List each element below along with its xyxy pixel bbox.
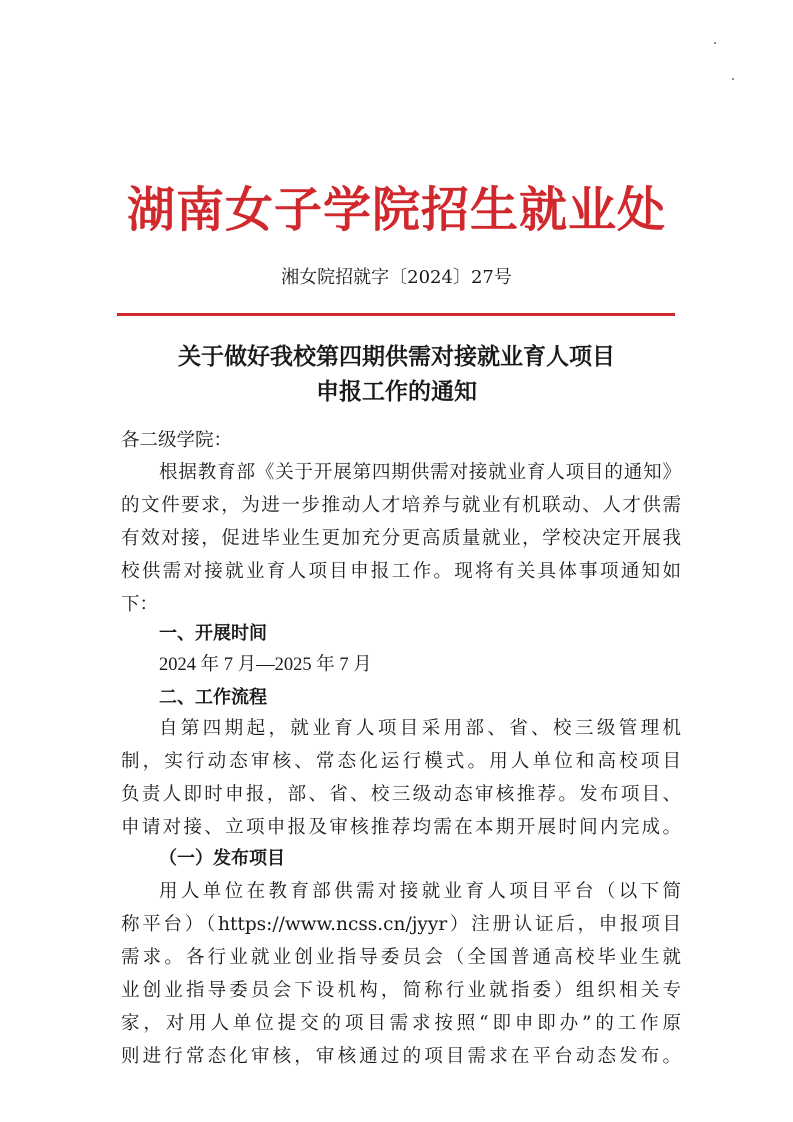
workflow-line: 制，实行动态审核、常态化运行模式。用人单位和高校项目 — [121, 751, 681, 772]
red-divider-rule — [117, 313, 675, 316]
publish-line: 家，对用人单位提交的项目需求按照“即申即办”的工作原 — [121, 1013, 681, 1034]
workflow-line: 申请对接、立项申报及审核推荐均需在本期开展时间内完成。 — [121, 817, 681, 838]
publish-line: 需求。各行业就业创业指导委员会（全国普通高校毕业生就 — [121, 947, 681, 968]
scan-speck — [714, 42, 716, 44]
document-number: 湘女院招就字〔2024〕27号 — [281, 267, 512, 288]
intro-line: 有效对接，促进毕业生更加充分更高质量就业，学校决定开展我 — [121, 528, 681, 549]
publish-line: 用人单位在教育部供需对接就业育人项目平台（以下简 — [159, 881, 681, 902]
publish-line: 则进行常态化审核，审核通过的项目需求在平台动态发布。 — [121, 1046, 681, 1067]
publish-line: 业创业指导委员会下设机构，简称行业就指委）组织相关专 — [121, 980, 681, 1001]
intro-line: 的文件要求，为进一步推动人才培养与就业有机联动、人才供需 — [121, 495, 681, 516]
publish-line: 称平台）（https://www.ncss.cn/jyyr）注册认证后，申报项目 — [121, 914, 681, 935]
section-heading-workflow: 二、工作流程 — [159, 687, 267, 708]
intro-line: 根据教育部《关于开展第四期供需对接就业育人项目的通知》 — [159, 462, 681, 483]
intro-line: 下： — [121, 594, 159, 615]
workflow-line: 自第四期起，就业育人项目采用部、省、校三级管理机 — [159, 718, 681, 739]
schedule-period: 2024 年 7 月—2025 年 7 月 — [159, 655, 372, 675]
scan-speck — [732, 78, 734, 80]
notice-title-line-1: 关于做好我校第四期供需对接就业育人项目 — [178, 344, 615, 370]
subsection-heading-publish: （一）发布项目 — [159, 848, 285, 869]
workflow-line: 负责人即时申报，部、省、校三级动态审核推荐。发布项目、 — [121, 784, 681, 805]
salutation: 各二级学院： — [121, 430, 233, 451]
intro-line: 校供需对接就业育人项目申报工作。现将有关具体事项通知如 — [121, 561, 681, 582]
notice-title-line-2: 申报工作的通知 — [316, 379, 477, 405]
section-heading-schedule: 一、开展时间 — [159, 623, 267, 644]
letterhead-title: 湖南女子学院招生就业处 — [126, 182, 666, 238]
